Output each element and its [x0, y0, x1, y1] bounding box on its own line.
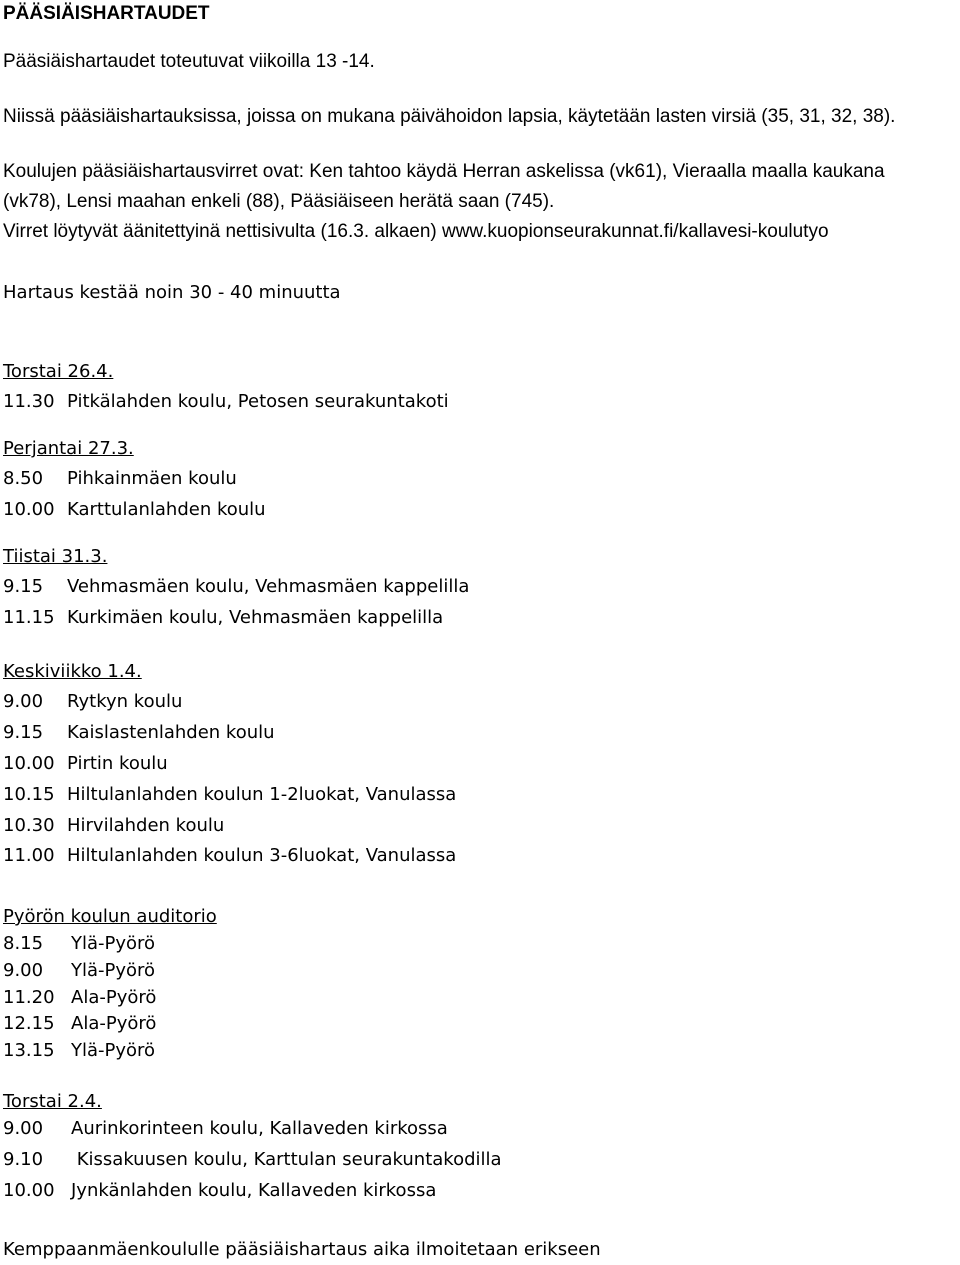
place: Pihkainmäen koulu [67, 468, 237, 489]
place: Hirvilahden koulu [67, 815, 225, 836]
schedule-row [3, 786, 456, 804]
time: 13.15 [3, 1040, 55, 1061]
time: 8.15 [3, 933, 44, 954]
footer-note: Kemppaanmäenkoululle pääsiäishartaus aika ilmoitetaan erikseen [3, 1239, 601, 1260]
schedule-row [3, 1120, 448, 1138]
time: 10.00 [3, 753, 55, 774]
day-heading: Keskiviikko 1.4. [3, 661, 142, 682]
schedule-row [3, 935, 155, 953]
intro-line-2: Niissä pääsiäishartauksissa, joissa on mukana päivähoidon lapsia, käytetään lasten virsiä (35, 31, 32, 38). [3, 106, 896, 127]
intro-line-1: Pääsiäishartaudet toteutuvat viikoilla 13 -14. [3, 51, 375, 72]
time: 10.00 [3, 499, 55, 520]
intro-line-5: Virret löytyvät äänitettyinä nettisivulta (16.3. alkaen) www.kuopionseurakunnat.fi/kallavesi-koulutyo [3, 221, 829, 242]
place: Ylä-Pyörö [71, 960, 156, 981]
time: 11.15 [3, 607, 55, 628]
place: Ylä-Pyörö [71, 1040, 156, 1061]
day-heading: Torstai 2.4. [3, 1091, 102, 1112]
place: Rytkyn koulu [67, 691, 183, 712]
day-heading: Perjantai 27.3. [3, 438, 134, 459]
place: Pirtin koulu [67, 753, 168, 774]
schedule-row [3, 1182, 436, 1200]
time: 9.10 [3, 1149, 44, 1170]
time: 9.00 [3, 691, 44, 712]
time: 9.15 [3, 576, 44, 597]
time: 11.20 [3, 987, 55, 1008]
place: Kissakuusen koulu, Karttulan seurakuntakodilla [71, 1149, 502, 1170]
intro-line-3: Koulujen pääsiäishartausvirret ovat: Ken tahtoo käydä Herran askelissa (vk61), Vieraalla maalla kaukana [3, 161, 885, 182]
schedule-row [3, 724, 275, 742]
duration-note: Hartaus kestää noin 30 - 40 minuutta [3, 282, 341, 303]
time: 9.15 [3, 722, 44, 743]
place: Hiltulanlahden koulun 1-2luokat, Vanulassa [67, 784, 457, 805]
place: Ala-Pyörö [71, 987, 157, 1008]
place: Hiltulanlahden koulun 3-6luokat, Vanulassa [67, 845, 457, 866]
page-title: PÄÄSIÄISHARTAUDET [3, 3, 210, 24]
schedule-row [3, 501, 266, 519]
day-heading: Torstai 26.4. [3, 361, 114, 382]
time: 12.15 [3, 1013, 55, 1034]
schedule-row [3, 1151, 502, 1169]
time: 10.00 [3, 1180, 55, 1201]
place: Karttulanlahden koulu [67, 499, 266, 520]
schedule-row [3, 609, 443, 627]
schedule-row [3, 962, 155, 980]
schedule-row [3, 755, 168, 773]
schedule-row [3, 578, 469, 596]
day-heading: Tiistai 31.3. [3, 546, 108, 567]
place: Pitkälahden koulu, Petosen seurakuntakoti [67, 391, 449, 412]
place: Vehmasmäen koulu, Vehmasmäen kappelilla [67, 576, 470, 597]
time: 9.00 [3, 960, 44, 981]
time: 11.30 [3, 391, 55, 412]
time: 11.00 [3, 845, 55, 866]
time: 10.15 [3, 784, 55, 805]
place: Jynkänlahden koulu, Kallaveden kirkossa [71, 1180, 437, 1201]
intro-line-4: (vk78), Lensi maahan enkeli (88), Pääsiäiseen herätä saan (745). [3, 191, 555, 212]
schedule-row [3, 1042, 155, 1060]
day-heading: Pyörön koulun auditorio [3, 906, 217, 927]
schedule-row [3, 393, 449, 411]
time: 9.00 [3, 1118, 44, 1139]
schedule-row [3, 1015, 156, 1033]
schedule-row [3, 470, 237, 488]
time: 8.50 [3, 468, 44, 489]
schedule-row [3, 989, 156, 1007]
schedule-row [3, 847, 456, 865]
schedule-row [3, 693, 182, 711]
time: 10.30 [3, 815, 55, 836]
place: Ala-Pyörö [71, 1013, 157, 1034]
schedule-row [3, 817, 224, 835]
place: Kurkimäen koulu, Vehmasmäen kappelilla [67, 607, 444, 628]
place: Ylä-Pyörö [71, 933, 156, 954]
place: Kaislastenlahden koulu [67, 722, 275, 743]
place: Aurinkorinteen koulu, Kallaveden kirkossa [71, 1118, 448, 1139]
